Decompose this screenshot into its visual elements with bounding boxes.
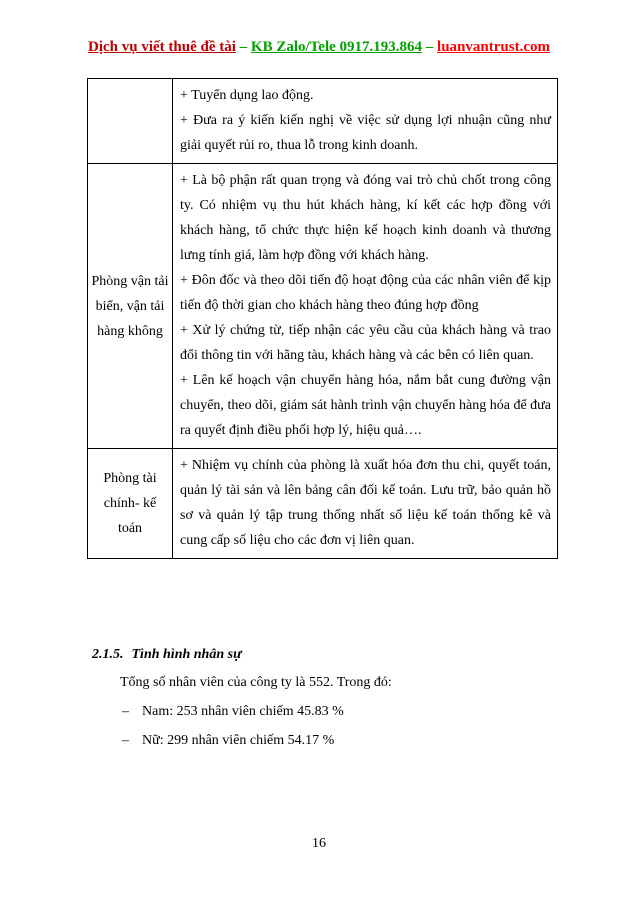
list-item (122, 731, 334, 751)
duty-item: + Đôn đốc và theo dõi tiến độ hoạt động của các nhân viên để kịp tiến độ thời gian cho khách hàng theo đúng hợp đồng (180, 273, 551, 313)
table-row (88, 79, 558, 164)
table-row (88, 164, 558, 449)
department-table (87, 78, 558, 559)
table-row (88, 449, 558, 559)
section-intro: Tổng số nhân viên của công ty là 552. Trong đó: (120, 675, 392, 690)
list-item (122, 702, 344, 722)
dept-name: Phòng vận tải biển, vận tải hàng không (91, 273, 169, 339)
duty-item: + Lên kế hoạch vận chuyển hàng hóa, nắm bắt cung đường vận chuyển, theo dõi, giám sát hành trình vận chuyển hàng hóa để đưa ra quyết định điều phối hợp lý, hiệu quả…. (180, 373, 551, 438)
duty-item: + Tuyển dụng lao động. (180, 88, 314, 103)
section-title: Tình hình nhân sự (131, 647, 242, 662)
duty-cell (173, 449, 558, 559)
bullet-dash: – (122, 704, 129, 719)
header-separator: – (422, 39, 438, 55)
bullet-text: Nữ: 299 nhân viên chiếm 54.17 % (142, 733, 335, 748)
header-separator: – (235, 39, 251, 55)
bullet-dash: – (122, 733, 129, 748)
section-number: 2.1.5. (92, 647, 124, 662)
duty-cell (173, 164, 558, 449)
dept-cell (88, 449, 173, 559)
section-heading (92, 645, 241, 665)
duty-item: + Đưa ra ý kiến kiến nghị về việc sử dụng lợi nhuận cũng như giải quyết rủi ro, thua lỗ trong kinh doanh. (180, 113, 551, 153)
dept-cell (88, 79, 173, 164)
page-header (0, 38, 638, 56)
header-service-text: Dịch vụ viết thuê đề tài (88, 39, 236, 55)
page-number: 16 (312, 836, 326, 851)
duty-item: + Là bộ phận rất quan trọng và đóng vai trò chủ chốt trong công ty. Có nhiệm vụ thu hút khách hàng, kí kết các hợp đồng với khách hàng, tổ chức thực hiện kế hoạch kinh doanh và thương lưng tính giá, làm hợp đồng với khách hàng. (180, 173, 551, 263)
dept-name: Phòng tài chính- kế toán (103, 471, 157, 536)
duty-item: + Xử lý chứng từ, tiếp nhận các yêu cầu của khách hàng và trao đổi thông tin với hãng tàu, khách hàng và các bên có liên quan. (180, 323, 551, 363)
header-website-link[interactable]: luanvantrust.com (437, 39, 550, 55)
duty-item: + Nhiệm vụ chính của phòng là xuất hóa đơn thu chi, quyết toán, quản lý tài sản và lên bảng cân đối kế toán. Lưu trữ, bảo quản hồ sơ và quản lý tập trung thống nhất số liệu kế toán thống kê và cung cấp số liệu cho các đơn vị liên quan. (180, 458, 551, 548)
bullet-text: Nam: 253 nhân viên chiếm 45.83 % (142, 704, 344, 719)
dept-cell (88, 164, 173, 449)
duty-cell (173, 79, 558, 164)
header-contact-text: KB Zalo/Tele 0917.193.864 (250, 39, 423, 55)
